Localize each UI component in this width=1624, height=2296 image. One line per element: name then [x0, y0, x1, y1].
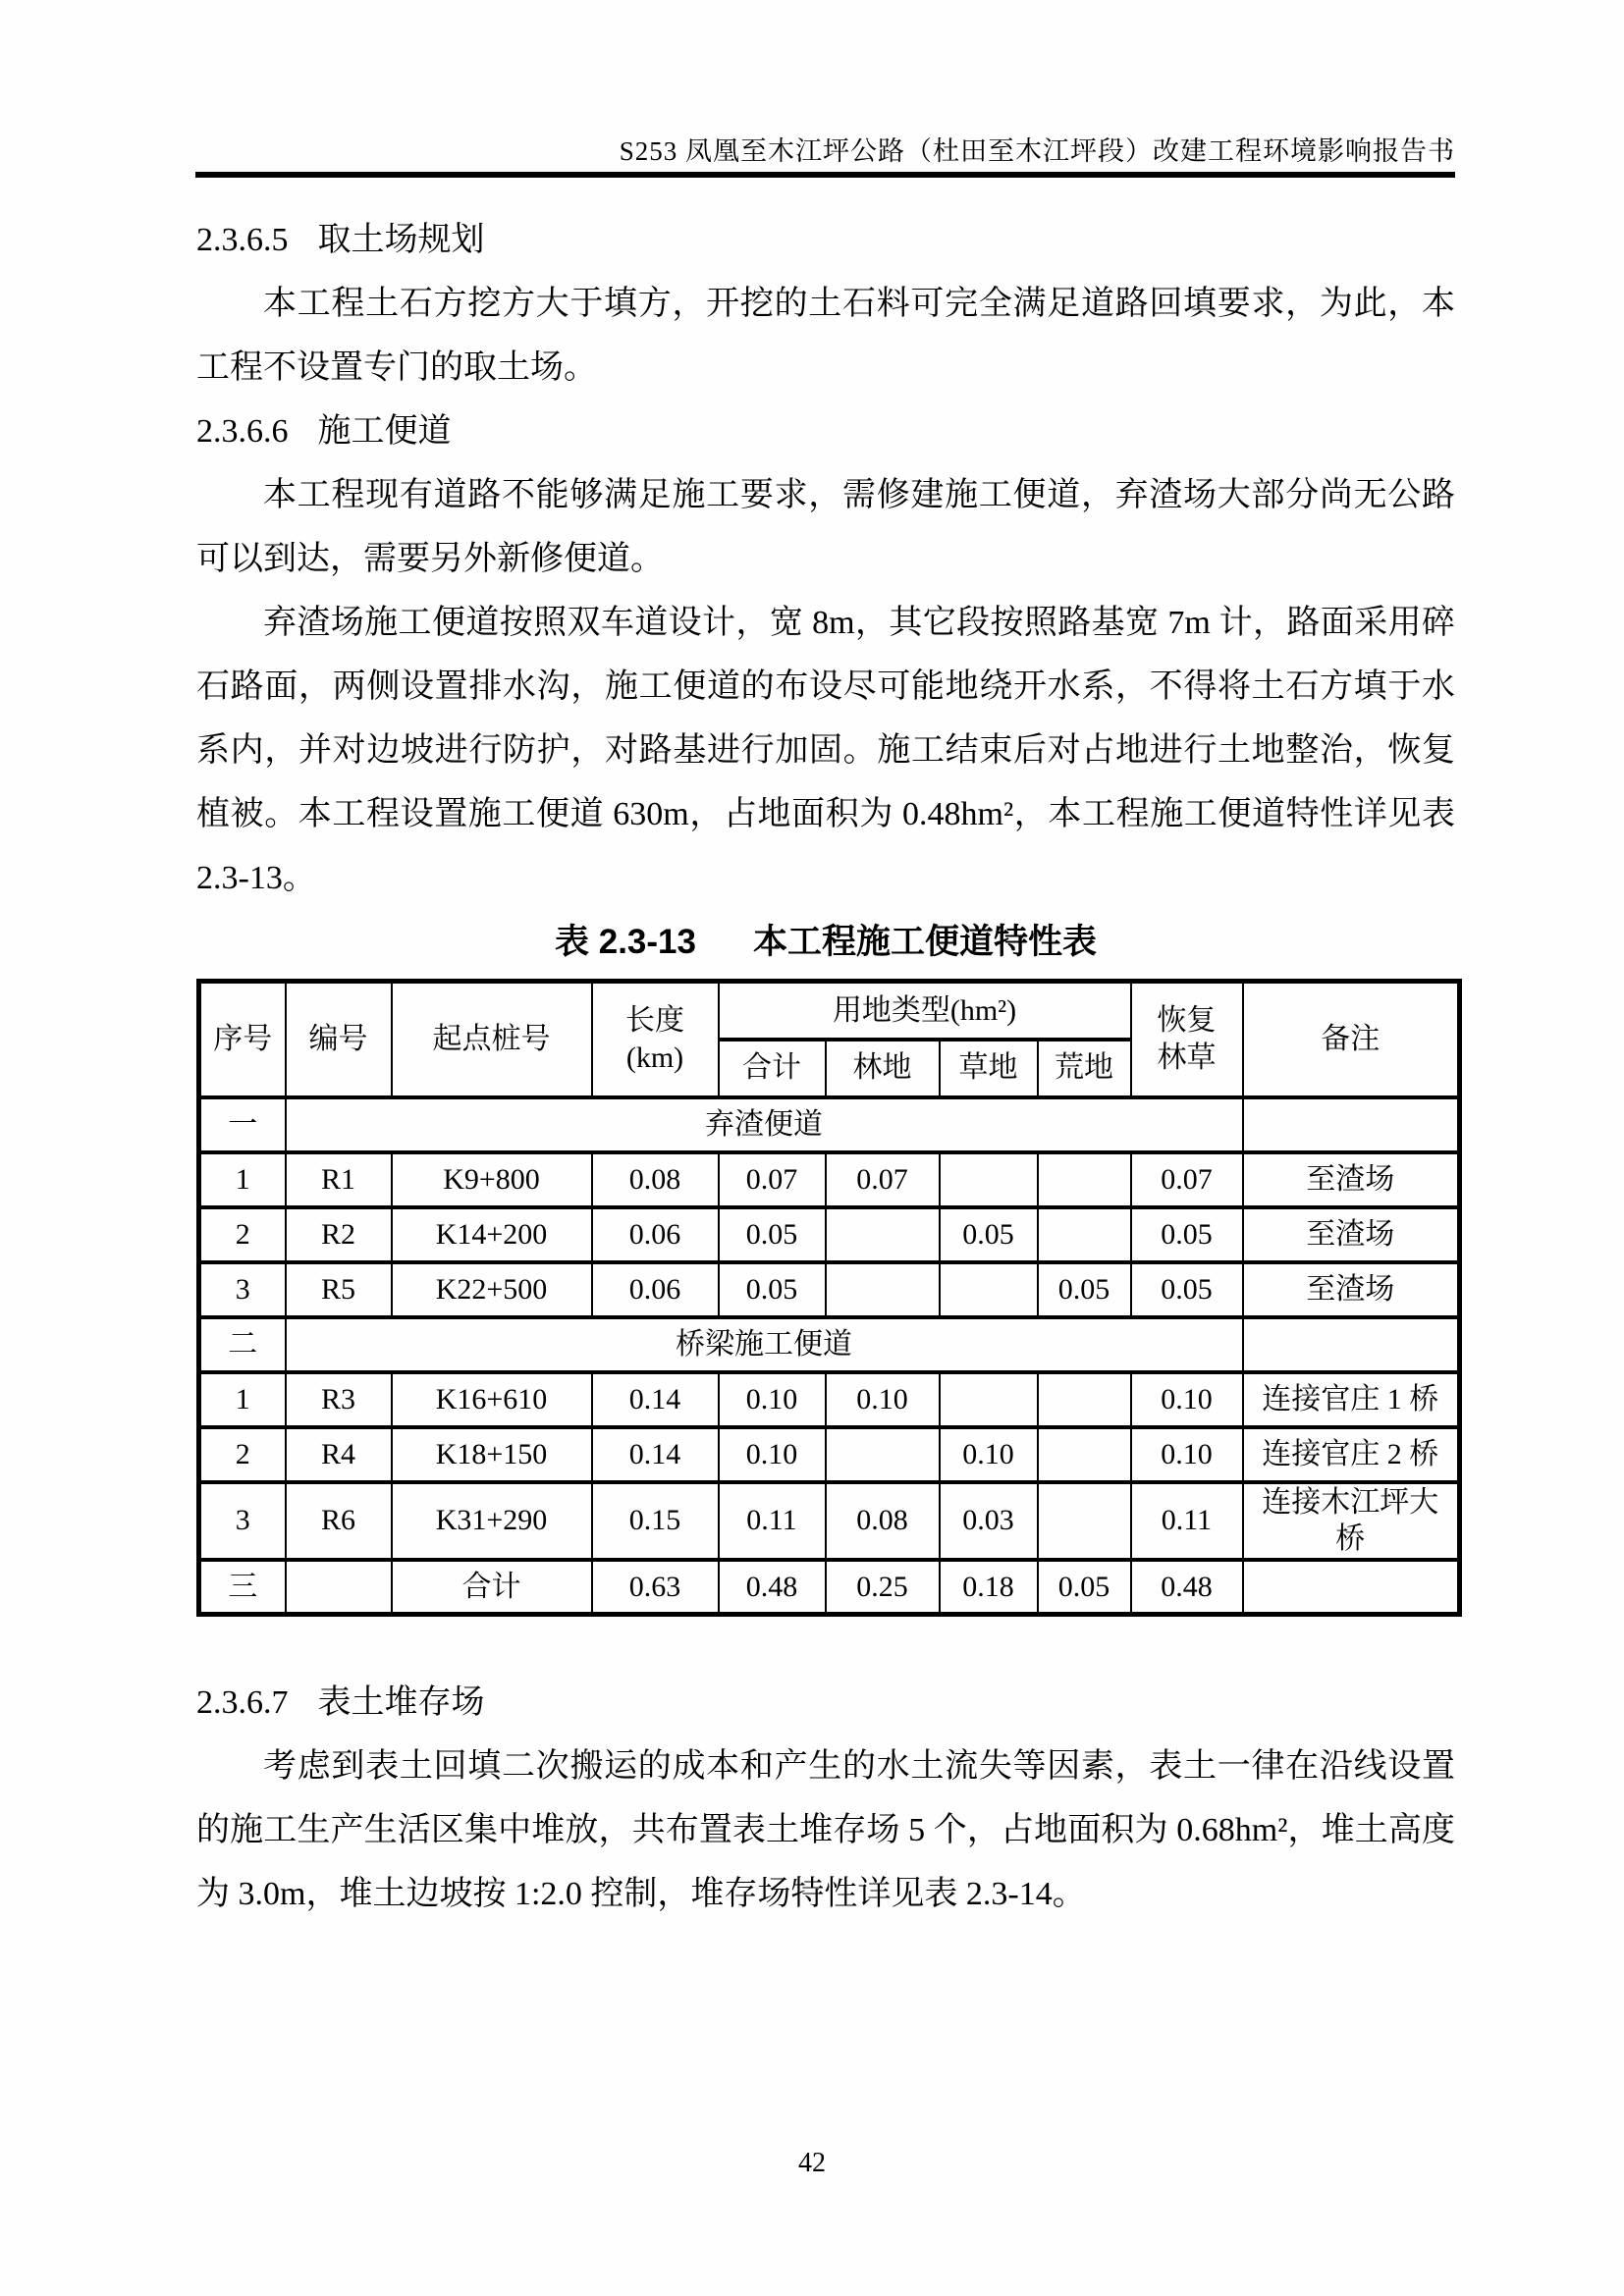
- header-cell-total: 合计: [719, 1040, 826, 1097]
- table-cell: 3: [199, 1482, 286, 1560]
- header-cell-index: 序号: [199, 982, 286, 1097]
- table-cell: [1038, 1372, 1131, 1427]
- table-cell: 三: [199, 1560, 286, 1615]
- table-cell: [1243, 1317, 1460, 1372]
- table-cell: K16+610: [392, 1372, 592, 1427]
- table-cell: 0.10: [719, 1427, 826, 1482]
- table-cell: 0.10: [1131, 1372, 1243, 1427]
- table-cell: 至渣场: [1243, 1152, 1460, 1207]
- section-title: 施工便道: [317, 413, 452, 450]
- table-cell: K22+500: [392, 1262, 592, 1317]
- table-row: [199, 1427, 1460, 1482]
- page-content: [196, 208, 1455, 1926]
- table-cell: [940, 1152, 1038, 1207]
- table-cell: 0.25: [826, 1560, 940, 1615]
- table-cell: R3: [286, 1372, 392, 1427]
- table-cell: 0.10: [826, 1372, 940, 1427]
- running-header: S253 凤凰至木江坪公路（杜田至木江坪段）改建工程环境影响报告书: [619, 136, 1455, 166]
- table-cell: 二: [199, 1317, 286, 1372]
- table-header-row: [199, 982, 1460, 1040]
- table-cell: 2: [199, 1207, 286, 1262]
- header-cell-remark: 备注: [1243, 982, 1460, 1097]
- table-cell: R1: [286, 1152, 392, 1207]
- table-cell: 0.07: [719, 1152, 826, 1207]
- table-cell: R2: [286, 1207, 392, 1262]
- table-cell: 0.03: [940, 1482, 1038, 1560]
- table-cell: 连接木江坪大桥: [1243, 1482, 1460, 1560]
- table-cell: 弃渣便道: [286, 1097, 1243, 1152]
- table-cell: 桥梁施工便道: [286, 1317, 1243, 1372]
- table-section-row: [199, 1317, 1460, 1372]
- section-heading-2366: [196, 400, 1455, 463]
- table-cell: R6: [286, 1482, 392, 1560]
- header-cell-landuse: 用地类型(hm²): [719, 982, 1131, 1040]
- header-rule: [195, 172, 1455, 178]
- construction-road-table: [196, 979, 1462, 1617]
- table-cell: 1: [199, 1152, 286, 1207]
- table-section-row: [199, 1097, 1460, 1152]
- table-cell: K18+150: [392, 1427, 592, 1482]
- table-cell: 0.05: [719, 1207, 826, 1262]
- table-cell: 0.08: [826, 1482, 940, 1560]
- section-title: 取土场规划: [317, 222, 485, 258]
- table-cell: 0.06: [592, 1207, 719, 1262]
- table-cell: 合计: [392, 1560, 592, 1615]
- table-cell: 0.48: [1131, 1560, 1243, 1615]
- table-cell: 连接官庄 2 桥: [1243, 1427, 1460, 1482]
- table-cell: 0.05: [1131, 1207, 1243, 1262]
- table-cell: [1038, 1427, 1131, 1482]
- table-cell: [1038, 1482, 1131, 1560]
- table-cell: 0.07: [1131, 1152, 1243, 1207]
- table-row: [199, 1207, 1460, 1262]
- table-cell: 至渣场: [1243, 1207, 1460, 1262]
- table-cell: [1038, 1152, 1131, 1207]
- paragraph: 弃渣场施工便道按照双车道设计，宽 8m，其它段按照路基宽 7m 计，路面采用碎石路面，两侧设置排水沟，施工便道的布设尽可能地绕开水系，不得将土石方填于水系内，并对边坡进行防护，对路基进行加固。施工结束后对占地进行土地整治，恢复植被。本工程设置施工便道 630m，占地面积为 0.48hm²，本工程施工便道特性详见表 2.3-13。: [196, 605, 1455, 896]
- table-row: [199, 1482, 1460, 1560]
- header-cell-length: [592, 982, 719, 1097]
- table-cell: 0.11: [1131, 1482, 1243, 1560]
- table-cell: 一: [199, 1097, 286, 1152]
- table-cell: [1243, 1097, 1460, 1152]
- table-cell: R4: [286, 1427, 392, 1482]
- table-cell: [940, 1372, 1038, 1427]
- header-cell-forest: 林地: [826, 1040, 940, 1097]
- header-cell-grass: 草地: [940, 1040, 1038, 1097]
- table-cell: 0.11: [719, 1482, 826, 1560]
- table-cell: 2: [199, 1427, 286, 1482]
- table-cell: 0.14: [592, 1372, 719, 1427]
- table-cell: 0.15: [592, 1482, 719, 1560]
- header-cell-station: 起点桩号: [392, 982, 592, 1097]
- table-cell: [826, 1427, 940, 1482]
- table-cell: 0.10: [719, 1372, 826, 1427]
- table-cell: 0.14: [592, 1427, 719, 1482]
- table-cell: [826, 1207, 940, 1262]
- table-cell: 0.05: [1038, 1262, 1131, 1317]
- table-cell: 0.06: [592, 1262, 719, 1317]
- table-cell: [1243, 1560, 1460, 1615]
- page-number: 42: [798, 2148, 826, 2178]
- table-cell: 0.05: [1131, 1262, 1243, 1317]
- table-cell: 0.08: [592, 1152, 719, 1207]
- header-cell-code: 编号: [286, 982, 392, 1097]
- header-cell-restore: [1131, 982, 1243, 1097]
- table-cell: 0.05: [719, 1262, 826, 1317]
- header-cell-restore-line1: 恢复: [1157, 1004, 1217, 1038]
- table-cell: K9+800: [392, 1152, 592, 1207]
- section-number: 2.3.6.6: [196, 413, 289, 450]
- section-number: 2.3.6.5: [196, 222, 289, 258]
- table-caption: [196, 910, 1455, 974]
- table-cell: 0.07: [826, 1152, 940, 1207]
- table-total-row: [199, 1560, 1460, 1615]
- table-cell: 1: [199, 1372, 286, 1427]
- table-row: [199, 1262, 1460, 1317]
- header-cell-barren: 荒地: [1038, 1040, 1131, 1097]
- table-cell: 0.10: [940, 1427, 1038, 1482]
- table-cell: [286, 1560, 392, 1615]
- table-cell: K14+200: [392, 1207, 592, 1262]
- table-cell: [826, 1262, 940, 1317]
- table-cell: 0.18: [940, 1560, 1038, 1615]
- table-row: [199, 1372, 1460, 1427]
- section-title: 表土堆存场: [317, 1684, 485, 1721]
- table-cell: 连接官庄 1 桥: [1243, 1372, 1460, 1427]
- table-cell: 0.63: [592, 1560, 719, 1615]
- table-caption-label: 表 2.3-13: [555, 923, 696, 961]
- header-cell-length-line1: 长度: [625, 1004, 684, 1038]
- paragraph: 本工程现有道路不能够满足施工要求，需修建施工便道，弃渣场大部分尚无公路可以到达，需要另外新修便道。: [196, 477, 1455, 577]
- header-cell-length-line2: (km): [625, 1041, 684, 1074]
- table-cell: 至渣场: [1243, 1262, 1460, 1317]
- table-row: [199, 1152, 1460, 1207]
- table-cell: [1038, 1207, 1131, 1262]
- table-cell: K31+290: [392, 1482, 592, 1560]
- table-caption-title: 本工程施工便道特性表: [752, 923, 1097, 961]
- paragraph: 本工程土石方挖方大于填方，开挖的土石料可完全满足道路回填要求，为此，本工程不设置专门的取土场。: [196, 286, 1455, 386]
- paragraph: 考虑到表土回填二次搬运的成本和产生的水土流失等因素，表土一律在沿线设置的施工生产生活区集中堆放，共布置表土堆存场 5 个，占地面积为 0.68hm²，堆土高度为 3.0m，堆土边坡按 1:2.0 控制，堆存场特性详见表 2.3-14。: [196, 1748, 1455, 1912]
- table-cell: 3: [199, 1262, 286, 1317]
- section-heading-2367: [196, 1671, 1455, 1735]
- section-heading-2365: [196, 208, 1455, 272]
- table-cell: 0.48: [719, 1560, 826, 1615]
- table-cell: 0.10: [1131, 1427, 1243, 1482]
- table-cell: [940, 1262, 1038, 1317]
- header-cell-restore-line2: 林草: [1157, 1041, 1217, 1074]
- table-cell: R5: [286, 1262, 392, 1317]
- table-cell: 0.05: [940, 1207, 1038, 1262]
- section-number: 2.3.6.7: [196, 1684, 289, 1721]
- table-cell: 0.05: [1038, 1560, 1131, 1615]
